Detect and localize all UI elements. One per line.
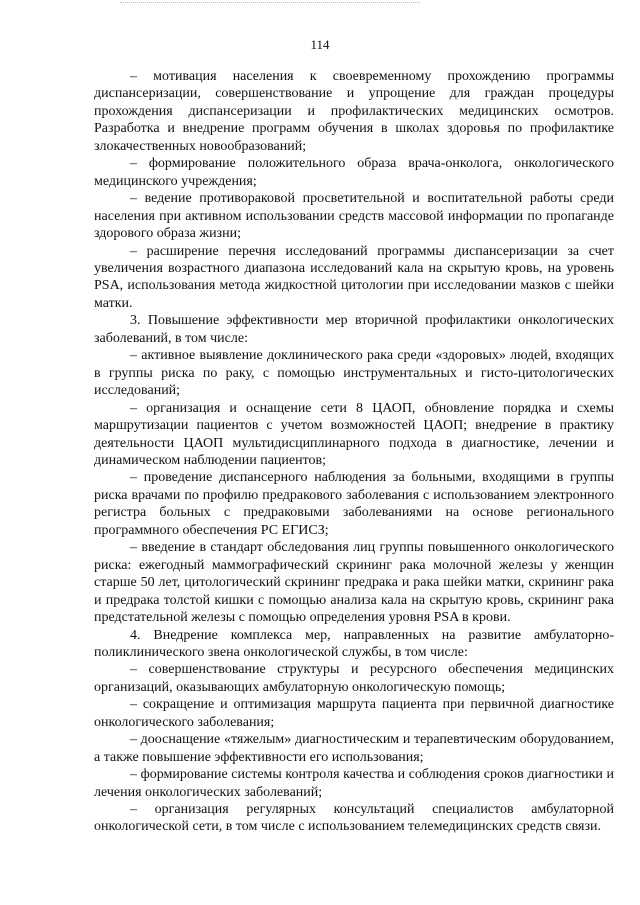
paragraph-section-3-heading: 3. Повышение эффективности мер вторичной профилактики онкологических заболеваний, в том числе: [94,313,614,346]
paragraph-caop-network: – организация и оснащение сети 8 ЦАОП, обновление порядка и схемы маршрутизации пациентов с учетом возможностей ЦАОП; внедрение в практику деятельности ЦАОП мультидисциплинарного подхода в диагностике, лечении и динамическом наблюдении пациентов; [94,400,614,468]
paragraph-active-detection: – активное выявление доклинического рака среди «здоровых» людей, входящих в группы риска по раку, с помощью инструментальных и гисто-цитологических исследований; [94,348,614,399]
paragraph-quality-control: – формирование системы контроля качества и соблюдения сроков диагностики и лечения онкологических заболеваний; [94,767,614,800]
paragraph-telemedicine: – организация регулярных консультаций специалистов амбулаторной онкологической сети, в том числе с использованием телемедицинских средств связи. [94,802,614,835]
document-body [94,68,614,836]
paragraph-motivation: – мотивация населения к своевременному прохождению программы диспансеризации, совершенствование и упрощение для граждан процедуры прохождения диспансеризации и профилактических медицинских осмотров. Разработка и внедрение программ обучения в школах здоровья по профилактике злокачественных новообразований; [94,69,614,154]
paragraph-equipment: – дооснащение «тяжелым» диагностическим и терапевтическим оборудованием, а также повышение эффективности его использования; [94,732,614,765]
paragraph-dispensary-observation: – проведение диспансерного наблюдения за больными, входящими в группы риска врачами по профилю предракового заболевания с использованием электронного регистра больных с предраковыми заболеваниями на основе регионального программного обеспечения РС ЕГИСЗ; [94,470,614,538]
paragraph-screening-expansion: – расширение перечня исследований программы диспансеризации за счет увеличения возрастного диапазона исследований кала на скрытую кровь, на уровень PSA, использования метода жидкостной цитологии при исследовании мазков с шейки матки. [94,243,614,311]
paragraph-education-work: – ведение противораковой просветительной и воспитательной работы среди населения при активном использовании средств массовой информации по пропаганде здорового образа жизни; [94,191,614,242]
paragraph-screening-standard: – введение в стандарт обследования лиц группы повышенного онкологического риска: ежегодный маммографический скрининг рака молочной железы у женщин старше 50 лет, цитологический скрининг предрака и рака шейки матки, скрининг рака и предрака толстой кишки с помощью анализа кала на скрытую кровь, скрининг рака предстательной железы с помощью определения уровня PSA в крови. [94,540,614,626]
paragraph-oncologist-image: – формирование положительного образа врача-онколога, онкологического медицинского учреждения; [94,156,614,189]
paragraph-section-4-heading: 4. Внедрение комплекса мер, направленных на развитие амбулаторно-поликлинического звена онкологической службы, в том числе: [94,627,614,660]
paragraph-structure-improvement: – совершенствование структуры и ресурсного обеспечения медицинских организаций, оказывающих амбулаторную онкологическую помощь; [94,662,614,695]
page-number: 114 [310,37,330,52]
paragraph-route-optimization: – сокращение и оптимизация маршрута пациента при первичной диагностике онкологического заболевания; [94,697,614,730]
scan-edge-line [120,2,420,3]
